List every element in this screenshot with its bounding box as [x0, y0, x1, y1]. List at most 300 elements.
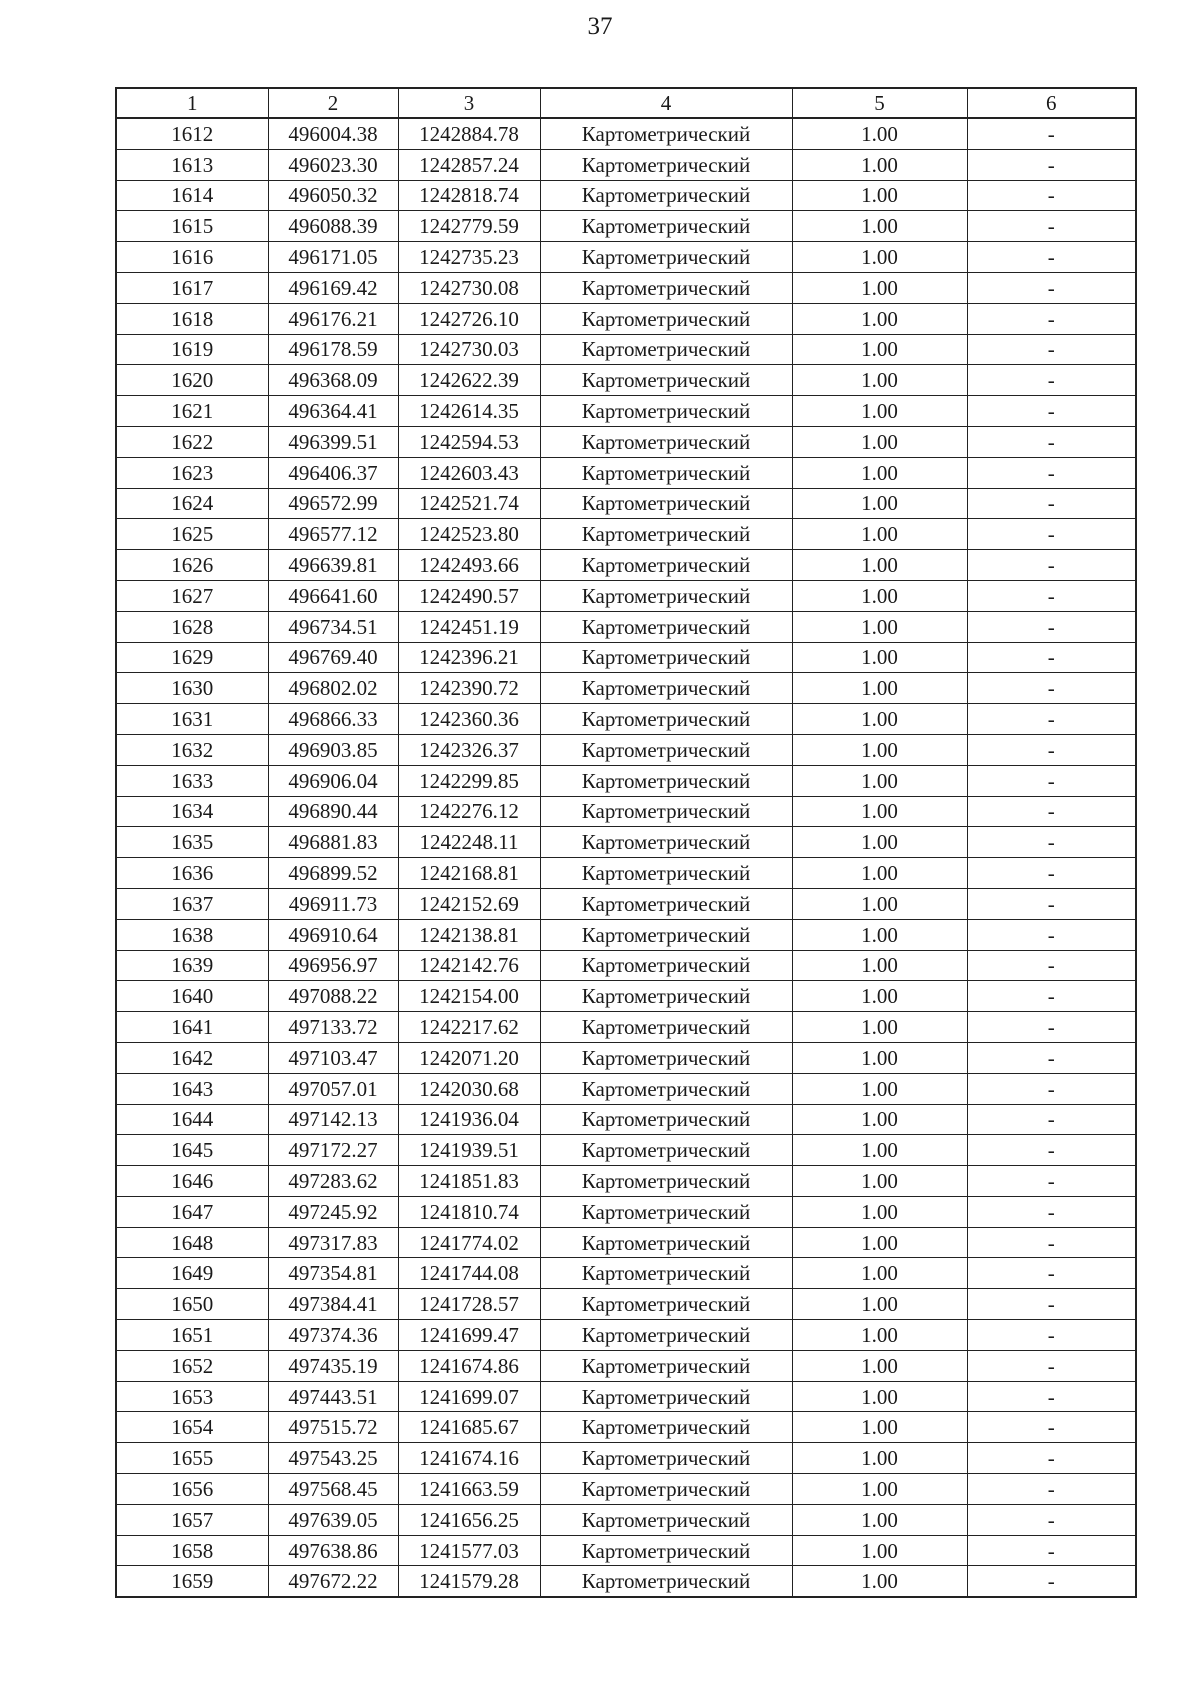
- cell-y-coordinate: 1242622.39: [398, 365, 540, 396]
- cell-point-number: 1635: [116, 827, 268, 858]
- table-row: [116, 734, 1136, 765]
- cell-point-number: 1624: [116, 488, 268, 519]
- table-row: [116, 704, 1136, 735]
- cell-y-coordinate: 1241699.47: [398, 1320, 540, 1351]
- cell-accuracy: 1.00: [792, 1443, 967, 1474]
- cell-method: Картометрический: [540, 888, 792, 919]
- cell-y-coordinate: 1242396.21: [398, 642, 540, 673]
- table-row: [116, 396, 1136, 427]
- cell-x-coordinate: 496881.83: [268, 827, 398, 858]
- cell-point-number: 1613: [116, 149, 268, 180]
- cell-x-coordinate: 496176.21: [268, 303, 398, 334]
- cell-point-number: 1625: [116, 519, 268, 550]
- cell-note: -: [967, 272, 1136, 303]
- table-row: [116, 488, 1136, 519]
- cell-note: -: [967, 1042, 1136, 1073]
- column-header: 6: [967, 88, 1136, 118]
- table-row: [116, 765, 1136, 796]
- table-row: [116, 858, 1136, 889]
- table-row: [116, 1504, 1136, 1535]
- table-row: [116, 1535, 1136, 1566]
- cell-method: Картометрический: [540, 950, 792, 981]
- cell-note: -: [967, 118, 1136, 149]
- cell-note: -: [967, 642, 1136, 673]
- cell-method: Картометрический: [540, 1443, 792, 1474]
- cell-method: Картометрический: [540, 919, 792, 950]
- cell-method: Картометрический: [540, 1166, 792, 1197]
- cell-point-number: 1636: [116, 858, 268, 889]
- cell-x-coordinate: 496734.51: [268, 611, 398, 642]
- cell-x-coordinate: 497568.45: [268, 1474, 398, 1505]
- table-row: [116, 1012, 1136, 1043]
- cell-y-coordinate: 1242142.76: [398, 950, 540, 981]
- cell-y-coordinate: 1242735.23: [398, 242, 540, 273]
- cell-accuracy: 1.00: [792, 242, 967, 273]
- table-row: [116, 919, 1136, 950]
- cell-y-coordinate: 1242299.85: [398, 765, 540, 796]
- cell-method: Картометрический: [540, 1412, 792, 1443]
- cell-x-coordinate: 497638.86: [268, 1535, 398, 1566]
- table-row: [116, 611, 1136, 642]
- column-header: 2: [268, 88, 398, 118]
- table-row: [116, 1381, 1136, 1412]
- cell-accuracy: 1.00: [792, 550, 967, 581]
- cell-accuracy: 1.00: [792, 950, 967, 981]
- cell-note: -: [967, 396, 1136, 427]
- table-row: [116, 365, 1136, 396]
- cell-note: -: [967, 334, 1136, 365]
- cell-note: -: [967, 1535, 1136, 1566]
- cell-note: -: [967, 858, 1136, 889]
- cell-method: Картометрический: [540, 426, 792, 457]
- table-row: [116, 1350, 1136, 1381]
- cell-point-number: 1651: [116, 1320, 268, 1351]
- cell-y-coordinate: 1242730.03: [398, 334, 540, 365]
- cell-point-number: 1632: [116, 734, 268, 765]
- cell-point-number: 1622: [116, 426, 268, 457]
- cell-accuracy: 1.00: [792, 426, 967, 457]
- cell-method: Картометрический: [540, 1535, 792, 1566]
- cell-accuracy: 1.00: [792, 1135, 967, 1166]
- cell-note: -: [967, 1320, 1136, 1351]
- page-number: 37: [587, 13, 613, 40]
- table-row: [116, 642, 1136, 673]
- cell-accuracy: 1.00: [792, 827, 967, 858]
- cell-y-coordinate: 1242493.66: [398, 550, 540, 581]
- cell-point-number: 1626: [116, 550, 268, 581]
- cell-y-coordinate: 1241685.67: [398, 1412, 540, 1443]
- column-header: 1: [116, 88, 268, 118]
- cell-note: -: [967, 1289, 1136, 1320]
- coordinates-table: [115, 87, 1137, 1598]
- cell-y-coordinate: 1241674.86: [398, 1350, 540, 1381]
- cell-y-coordinate: 1241810.74: [398, 1196, 540, 1227]
- cell-y-coordinate: 1242071.20: [398, 1042, 540, 1073]
- cell-method: Картометрический: [540, 488, 792, 519]
- cell-accuracy: 1.00: [792, 457, 967, 488]
- table-row: [116, 1042, 1136, 1073]
- cell-method: Картометрический: [540, 827, 792, 858]
- cell-method: Картометрический: [540, 1350, 792, 1381]
- cell-note: -: [967, 426, 1136, 457]
- cell-point-number: 1649: [116, 1258, 268, 1289]
- cell-method: Картометрический: [540, 858, 792, 889]
- cell-point-number: 1634: [116, 796, 268, 827]
- cell-y-coordinate: 1242726.10: [398, 303, 540, 334]
- cell-accuracy: 1.00: [792, 1289, 967, 1320]
- cell-method: Картометрический: [540, 1566, 792, 1597]
- cell-accuracy: 1.00: [792, 734, 967, 765]
- cell-point-number: 1631: [116, 704, 268, 735]
- cell-note: -: [967, 1504, 1136, 1535]
- table-row: [116, 1166, 1136, 1197]
- cell-y-coordinate: 1241774.02: [398, 1227, 540, 1258]
- cell-accuracy: 1.00: [792, 334, 967, 365]
- cell-accuracy: 1.00: [792, 519, 967, 550]
- cell-point-number: 1619: [116, 334, 268, 365]
- cell-point-number: 1654: [116, 1412, 268, 1443]
- cell-point-number: 1641: [116, 1012, 268, 1043]
- table-row: [116, 673, 1136, 704]
- cell-method: Картометрический: [540, 1227, 792, 1258]
- cell-accuracy: 1.00: [792, 1474, 967, 1505]
- table-row: [116, 796, 1136, 827]
- cell-accuracy: 1.00: [792, 704, 967, 735]
- cell-accuracy: 1.00: [792, 365, 967, 396]
- cell-note: -: [967, 1350, 1136, 1381]
- cell-method: Картометрический: [540, 519, 792, 550]
- cell-y-coordinate: 1242138.81: [398, 919, 540, 950]
- cell-point-number: 1616: [116, 242, 268, 273]
- cell-point-number: 1617: [116, 272, 268, 303]
- column-header: 3: [398, 88, 540, 118]
- cell-point-number: 1629: [116, 642, 268, 673]
- cell-y-coordinate: 1242779.59: [398, 211, 540, 242]
- cell-note: -: [967, 211, 1136, 242]
- cell-note: -: [967, 1104, 1136, 1135]
- cell-note: -: [967, 180, 1136, 211]
- cell-point-number: 1646: [116, 1166, 268, 1197]
- table-header-row: [116, 88, 1136, 118]
- cell-x-coordinate: 496004.38: [268, 118, 398, 149]
- cell-accuracy: 1.00: [792, 611, 967, 642]
- cell-method: Картометрический: [540, 796, 792, 827]
- cell-x-coordinate: 496364.41: [268, 396, 398, 427]
- cell-method: Картометрический: [540, 1474, 792, 1505]
- cell-accuracy: 1.00: [792, 765, 967, 796]
- cell-note: -: [967, 457, 1136, 488]
- cell-method: Картометрический: [540, 1289, 792, 1320]
- cell-point-number: 1648: [116, 1227, 268, 1258]
- table-row: [116, 334, 1136, 365]
- cell-accuracy: 1.00: [792, 1258, 967, 1289]
- cell-x-coordinate: 497317.83: [268, 1227, 398, 1258]
- cell-note: -: [967, 1566, 1136, 1597]
- cell-method: Картометрический: [540, 1196, 792, 1227]
- table-row: [116, 580, 1136, 611]
- cell-note: -: [967, 1135, 1136, 1166]
- table-row: [116, 1474, 1136, 1505]
- cell-point-number: 1650: [116, 1289, 268, 1320]
- column-header: 5: [792, 88, 967, 118]
- cell-x-coordinate: 497374.36: [268, 1320, 398, 1351]
- cell-x-coordinate: 496906.04: [268, 765, 398, 796]
- table-row: [116, 180, 1136, 211]
- cell-point-number: 1614: [116, 180, 268, 211]
- cell-x-coordinate: 496956.97: [268, 950, 398, 981]
- cell-point-number: 1644: [116, 1104, 268, 1135]
- cell-point-number: 1628: [116, 611, 268, 642]
- cell-x-coordinate: 496639.81: [268, 550, 398, 581]
- column-header: 4: [540, 88, 792, 118]
- table-row: [116, 149, 1136, 180]
- cell-x-coordinate: 497057.01: [268, 1073, 398, 1104]
- cell-x-coordinate: 496903.85: [268, 734, 398, 765]
- cell-method: Картометрический: [540, 611, 792, 642]
- cell-note: -: [967, 519, 1136, 550]
- cell-note: -: [967, 488, 1136, 519]
- table-row: [116, 550, 1136, 581]
- cell-note: -: [967, 1412, 1136, 1443]
- cell-method: Картометрический: [540, 1320, 792, 1351]
- cell-point-number: 1639: [116, 950, 268, 981]
- cell-y-coordinate: 1242614.35: [398, 396, 540, 427]
- cell-x-coordinate: 496178.59: [268, 334, 398, 365]
- cell-y-coordinate: 1242730.08: [398, 272, 540, 303]
- cell-accuracy: 1.00: [792, 149, 967, 180]
- cell-y-coordinate: 1242523.80: [398, 519, 540, 550]
- table-row: [116, 1412, 1136, 1443]
- table-row: [116, 827, 1136, 858]
- cell-x-coordinate: 497245.92: [268, 1196, 398, 1227]
- cell-point-number: 1637: [116, 888, 268, 919]
- cell-y-coordinate: 1241579.28: [398, 1566, 540, 1597]
- cell-point-number: 1642: [116, 1042, 268, 1073]
- cell-note: -: [967, 1012, 1136, 1043]
- cell-accuracy: 1.00: [792, 180, 967, 211]
- cell-note: -: [967, 550, 1136, 581]
- cell-y-coordinate: 1242248.11: [398, 827, 540, 858]
- cell-x-coordinate: 496641.60: [268, 580, 398, 611]
- cell-y-coordinate: 1242326.37: [398, 734, 540, 765]
- cell-x-coordinate: 497103.47: [268, 1042, 398, 1073]
- table-row: [116, 1258, 1136, 1289]
- cell-x-coordinate: 496023.30: [268, 149, 398, 180]
- cell-method: Картометрический: [540, 118, 792, 149]
- table-row: [116, 457, 1136, 488]
- cell-note: -: [967, 827, 1136, 858]
- cell-accuracy: 1.00: [792, 858, 967, 889]
- cell-note: -: [967, 796, 1136, 827]
- cell-x-coordinate: 496399.51: [268, 426, 398, 457]
- cell-x-coordinate: 496910.64: [268, 919, 398, 950]
- cell-x-coordinate: 496802.02: [268, 673, 398, 704]
- cell-y-coordinate: 1242030.68: [398, 1073, 540, 1104]
- cell-accuracy: 1.00: [792, 1320, 967, 1351]
- cell-y-coordinate: 1241939.51: [398, 1135, 540, 1166]
- cell-accuracy: 1.00: [792, 272, 967, 303]
- cell-note: -: [967, 611, 1136, 642]
- cell-point-number: 1640: [116, 981, 268, 1012]
- cell-y-coordinate: 1242360.36: [398, 704, 540, 735]
- cell-accuracy: 1.00: [792, 1073, 967, 1104]
- cell-method: Картометрический: [540, 1104, 792, 1135]
- cell-x-coordinate: 496899.52: [268, 858, 398, 889]
- cell-y-coordinate: 1241663.59: [398, 1474, 540, 1505]
- cell-x-coordinate: 497088.22: [268, 981, 398, 1012]
- cell-accuracy: 1.00: [792, 1412, 967, 1443]
- cell-note: -: [967, 1381, 1136, 1412]
- cell-note: -: [967, 765, 1136, 796]
- cell-note: -: [967, 1474, 1136, 1505]
- cell-point-number: 1645: [116, 1135, 268, 1166]
- cell-x-coordinate: 497435.19: [268, 1350, 398, 1381]
- cell-method: Картометрический: [540, 396, 792, 427]
- cell-method: Картометрический: [540, 580, 792, 611]
- cell-x-coordinate: 496866.33: [268, 704, 398, 735]
- cell-note: -: [967, 734, 1136, 765]
- cell-accuracy: 1.00: [792, 1227, 967, 1258]
- cell-point-number: 1655: [116, 1443, 268, 1474]
- cell-x-coordinate: 496769.40: [268, 642, 398, 673]
- cell-y-coordinate: 1242818.74: [398, 180, 540, 211]
- cell-accuracy: 1.00: [792, 1166, 967, 1197]
- cell-method: Картометрический: [540, 1504, 792, 1535]
- cell-x-coordinate: 497543.25: [268, 1443, 398, 1474]
- cell-point-number: 1653: [116, 1381, 268, 1412]
- table-row: [116, 1135, 1136, 1166]
- cell-x-coordinate: 496890.44: [268, 796, 398, 827]
- cell-y-coordinate: 1241577.03: [398, 1535, 540, 1566]
- cell-y-coordinate: 1242152.69: [398, 888, 540, 919]
- cell-y-coordinate: 1242451.19: [398, 611, 540, 642]
- cell-note: -: [967, 242, 1136, 273]
- cell-point-number: 1623: [116, 457, 268, 488]
- cell-point-number: 1659: [116, 1566, 268, 1597]
- cell-method: Картометрический: [540, 704, 792, 735]
- table-row: [116, 1196, 1136, 1227]
- cell-note: -: [967, 673, 1136, 704]
- table-row: [116, 1443, 1136, 1474]
- cell-method: Картометрический: [540, 981, 792, 1012]
- cell-accuracy: 1.00: [792, 1566, 967, 1597]
- cell-accuracy: 1.00: [792, 1104, 967, 1135]
- cell-method: Картометрический: [540, 180, 792, 211]
- cell-accuracy: 1.00: [792, 1381, 967, 1412]
- cell-method: Картометрический: [540, 149, 792, 180]
- cell-method: Картометрический: [540, 1135, 792, 1166]
- cell-y-coordinate: 1241936.04: [398, 1104, 540, 1135]
- cell-y-coordinate: 1242603.43: [398, 457, 540, 488]
- cell-y-coordinate: 1242276.12: [398, 796, 540, 827]
- cell-note: -: [967, 1166, 1136, 1197]
- cell-point-number: 1612: [116, 118, 268, 149]
- table-row: [116, 118, 1136, 149]
- cell-x-coordinate: 497384.41: [268, 1289, 398, 1320]
- cell-method: Картометрический: [540, 1258, 792, 1289]
- cell-y-coordinate: 1241699.07: [398, 1381, 540, 1412]
- cell-x-coordinate: 497443.51: [268, 1381, 398, 1412]
- table-row: [116, 211, 1136, 242]
- table-row: [116, 981, 1136, 1012]
- cell-note: -: [967, 303, 1136, 334]
- cell-accuracy: 1.00: [792, 1350, 967, 1381]
- cell-accuracy: 1.00: [792, 211, 967, 242]
- cell-y-coordinate: 1241744.08: [398, 1258, 540, 1289]
- cell-note: -: [967, 149, 1136, 180]
- cell-y-coordinate: 1241674.16: [398, 1443, 540, 1474]
- cell-y-coordinate: 1241728.57: [398, 1289, 540, 1320]
- cell-y-coordinate: 1242390.72: [398, 673, 540, 704]
- cell-note: -: [967, 888, 1136, 919]
- cell-accuracy: 1.00: [792, 796, 967, 827]
- table-row: [116, 1227, 1136, 1258]
- cell-method: Картометрический: [540, 642, 792, 673]
- cell-accuracy: 1.00: [792, 919, 967, 950]
- cell-x-coordinate: 496572.99: [268, 488, 398, 519]
- cell-point-number: 1658: [116, 1535, 268, 1566]
- cell-note: -: [967, 1196, 1136, 1227]
- cell-note: -: [967, 704, 1136, 735]
- cell-accuracy: 1.00: [792, 396, 967, 427]
- cell-method: Картометрический: [540, 365, 792, 396]
- cell-point-number: 1620: [116, 365, 268, 396]
- cell-method: Картометрический: [540, 457, 792, 488]
- table-row: [116, 519, 1136, 550]
- cell-x-coordinate: 496577.12: [268, 519, 398, 550]
- table-row: [116, 1104, 1136, 1135]
- cell-accuracy: 1.00: [792, 1535, 967, 1566]
- cell-y-coordinate: 1242168.81: [398, 858, 540, 889]
- cell-x-coordinate: 496406.37: [268, 457, 398, 488]
- cell-accuracy: 1.00: [792, 1042, 967, 1073]
- cell-x-coordinate: 496088.39: [268, 211, 398, 242]
- cell-y-coordinate: 1242884.78: [398, 118, 540, 149]
- cell-accuracy: 1.00: [792, 642, 967, 673]
- cell-note: -: [967, 1258, 1136, 1289]
- cell-note: -: [967, 950, 1136, 981]
- cell-note: -: [967, 981, 1136, 1012]
- cell-point-number: 1627: [116, 580, 268, 611]
- table-row: [116, 272, 1136, 303]
- cell-x-coordinate: 497172.27: [268, 1135, 398, 1166]
- cell-method: Картометрический: [540, 242, 792, 273]
- cell-x-coordinate: 496368.09: [268, 365, 398, 396]
- cell-x-coordinate: 497639.05: [268, 1504, 398, 1535]
- cell-accuracy: 1.00: [792, 1504, 967, 1535]
- cell-y-coordinate: 1242217.62: [398, 1012, 540, 1043]
- cell-method: Картометрический: [540, 303, 792, 334]
- cell-y-coordinate: 1241851.83: [398, 1166, 540, 1197]
- cell-accuracy: 1.00: [792, 673, 967, 704]
- table-row: [116, 1289, 1136, 1320]
- cell-y-coordinate: 1242154.00: [398, 981, 540, 1012]
- table-row: [116, 888, 1136, 919]
- table-row: [116, 1566, 1136, 1597]
- cell-x-coordinate: 497515.72: [268, 1412, 398, 1443]
- cell-y-coordinate: 1242490.57: [398, 580, 540, 611]
- cell-point-number: 1633: [116, 765, 268, 796]
- cell-point-number: 1638: [116, 919, 268, 950]
- cell-method: Картометрический: [540, 1073, 792, 1104]
- cell-accuracy: 1.00: [792, 981, 967, 1012]
- cell-note: -: [967, 580, 1136, 611]
- cell-x-coordinate: 496050.32: [268, 180, 398, 211]
- cell-point-number: 1657: [116, 1504, 268, 1535]
- cell-accuracy: 1.00: [792, 118, 967, 149]
- cell-method: Картометрический: [540, 765, 792, 796]
- cell-y-coordinate: 1242521.74: [398, 488, 540, 519]
